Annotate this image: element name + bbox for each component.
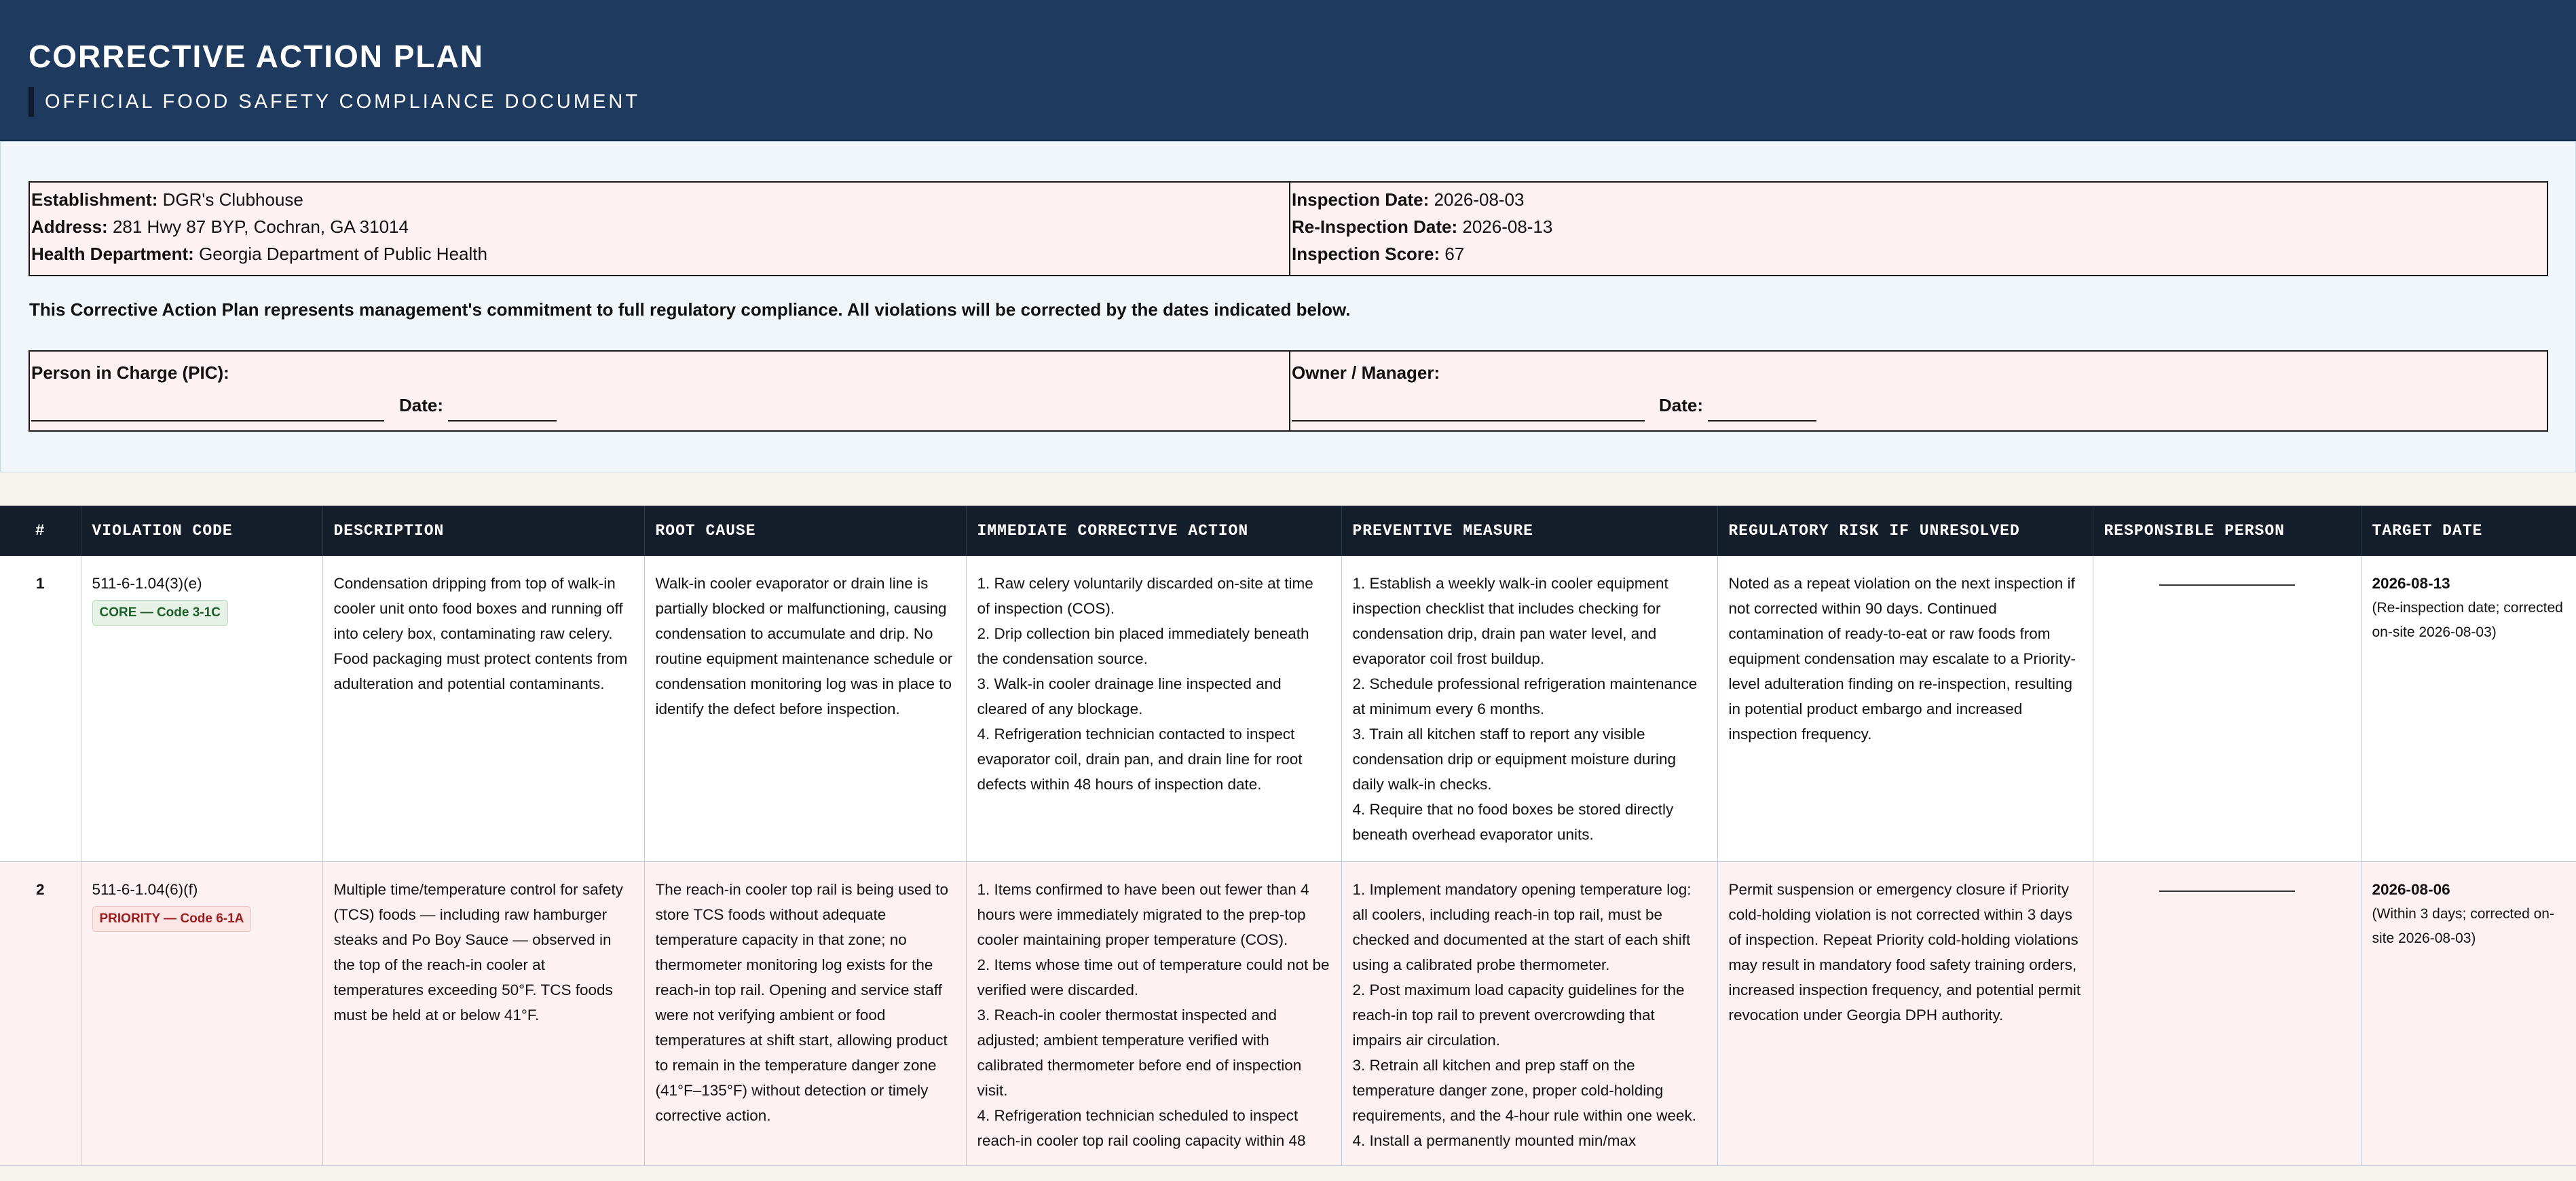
establishment-info-box bbox=[29, 181, 2548, 276]
description-cell: Condensation dripping from top of walk-in cooler unit onto food boxes and running off into celery box, contaminating raw celery. Food packaging must protect contents from adulteration and potential contaminants. bbox=[322, 556, 644, 862]
establishment-line bbox=[31, 189, 303, 210]
target-date: 2026-08-13 bbox=[2372, 575, 2450, 592]
document-header bbox=[0, 0, 2576, 141]
root-cause-cell: Walk-in cooler evaporator or drain line is partially blocked or malfunctioning, causing condensation to accumulate and drip. No routine equipment maintenance schedule or condensation monitoring log was in place to identify the defect before inspection. bbox=[644, 556, 966, 862]
responsible-person-cell bbox=[2093, 862, 2361, 1166]
owner-date-line[interactable] bbox=[1708, 420, 1816, 421]
immediate-action-item: 1. Raw celery voluntarily discarded on-site at time of inspection (COS). bbox=[977, 575, 1313, 617]
preventive-measure-item: 2. Post maximum load capacity guidelines for the reach-in top rail to prevent overcrowding that impairs air circulation. bbox=[1352, 981, 1685, 1049]
signature-box bbox=[29, 350, 2548, 432]
preventive-measure-cell bbox=[1341, 862, 1717, 1166]
reinspection-date-value: 2026-08-13 bbox=[1462, 217, 1553, 237]
box-divider bbox=[1289, 183, 1290, 275]
preventive-measure-item: 3. Train all kitchen staff to report any visible condensation drip or equipment moisture during daily walk-in checks. bbox=[1352, 726, 1677, 793]
inspection-score-line bbox=[1292, 244, 1464, 265]
target-date-cell bbox=[2361, 862, 2576, 1166]
responsible-signature-line[interactable] bbox=[2159, 891, 2295, 892]
pic-date-line[interactable] bbox=[448, 420, 557, 421]
regulatory-risk-cell: Noted as a repeat violation on the next inspection if not corrected within 90 days. Continued contamination of ready-to-eat or raw foods from equipment condensation may escalate to a Priority-level adulteration finding on re-inspection, resulting in potential product embargo and increased inspection frequency. bbox=[1717, 556, 2093, 862]
establishment-info-panel bbox=[0, 141, 2576, 472]
owner-manager-label: Owner / Manager: bbox=[1292, 362, 1440, 383]
owner-signature-line[interactable] bbox=[1292, 420, 1645, 421]
target-date-note: (Within 3 days; corrected on-site 2026-08-03) bbox=[2372, 906, 2554, 946]
description-cell: Multiple time/temperature control for safety (TCS) foods — including raw hamburger steaks and Po Boy Sauce — observed in the top of the reach-in cooler at temperatures exceeding 50°F. TCS foods must be held at or below 41°F. bbox=[322, 862, 644, 1166]
header-preventive-measure: PREVENTIVE MEASURE bbox=[1341, 506, 1717, 556]
preventive-measure-item: 1. Implement mandatory opening temperature log: all coolers, including reach-in top rail, must be checked and documented at the start of each shift using a calibrated probe thermometer. bbox=[1352, 881, 1692, 973]
target-date-note: (Re-inspection date; corrected on-site 2026-08-03) bbox=[2372, 600, 2563, 640]
target-date-cell bbox=[2361, 556, 2576, 862]
responsible-signature-line[interactable] bbox=[2159, 584, 2295, 586]
reinspection-date-line bbox=[1292, 217, 1552, 238]
inspection-date-value: 2026-08-03 bbox=[1434, 189, 1525, 210]
header-immediate-action: IMMEDIATE CORRECTIVE ACTION bbox=[966, 506, 1341, 556]
compliance-statement: This Corrective Action Plan represents management's commitment to full regulatory compliance. All violations will be corrected by the dates indicated below. bbox=[29, 299, 1351, 320]
subtitle-accent-bar bbox=[29, 87, 34, 117]
immediate-action-item: 4. Refrigeration technician contacted to inspect evaporator coil, drain pan, and drain line for root defects within 48 hours of inspection date. bbox=[977, 726, 1303, 793]
violations-table bbox=[0, 506, 2576, 1166]
header-responsible-person: RESPONSIBLE PERSON bbox=[2093, 506, 2361, 556]
pic-label: Person in Charge (PIC): bbox=[31, 362, 229, 383]
table-row bbox=[0, 556, 2576, 862]
preventive-measure-item: 1. Establish a weekly walk-in cooler equipment inspection checklist that includes checking for condensation drip, drain pan water level, and evaporator coil frost buildup. bbox=[1352, 575, 1668, 667]
violation-code: 511-6-1.04(6)(f) bbox=[92, 881, 198, 898]
preventive-measure-item: 2. Schedule professional refrigeration maintenance at minimum every 6 months. bbox=[1352, 675, 1698, 717]
immediate-action-item: 4. Refrigeration technician scheduled to inspect reach-in cooler top rail cooling capacity within 48 bbox=[977, 1107, 1306, 1149]
preventive-measure-item: 4. Require that no food boxes be stored directly beneath overhead evaporator units. bbox=[1352, 801, 1674, 843]
responsible-person-cell bbox=[2093, 556, 2361, 862]
immediate-action-item: 1. Items confirmed to have been out fewer than 4 hours were immediately migrated to the prep-top cooler maintaining proper temperature (COS). bbox=[977, 881, 1309, 948]
establishment-name: DGR's Clubhouse bbox=[162, 189, 303, 210]
violation-code: 511-6-1.04(3)(e) bbox=[92, 575, 202, 592]
health-department-value: Georgia Department of Public Health bbox=[199, 244, 487, 264]
regulatory-risk-cell: Permit suspension or emergency closure if Priority cold-holding violation is not corrected within 3 days of inspection. Repeat Priority cold-holding violations may result in mandatory food safety training orders, increased inspection frequency, and potential permit revocation under Georgia DPH authority. bbox=[1717, 862, 2093, 1166]
header-target-date: TARGET DATE bbox=[2361, 506, 2576, 556]
reinspection-date-label: Re-Inspection Date: bbox=[1292, 217, 1458, 237]
row-number: 2 bbox=[0, 862, 81, 1166]
preventive-measure-cell bbox=[1341, 556, 1717, 862]
header-violation-code: VIOLATION CODE bbox=[81, 506, 322, 556]
inspection-score-value: 67 bbox=[1444, 244, 1465, 264]
signature-box-divider bbox=[1289, 352, 1290, 430]
immediate-action-item: 3. Reach-in cooler thermostat inspected and adjusted; ambient temperature verified with calibrated thermometer before end of inspection visit. bbox=[977, 1007, 1302, 1099]
header-description: DESCRIPTION bbox=[322, 506, 644, 556]
health-department-label: Health Department: bbox=[31, 244, 194, 264]
severity-badge: CORE — Code 3-1C bbox=[92, 600, 228, 626]
root-cause-cell: The reach-in cooler top rail is being used to store TCS foods without adequate temperature capacity in that zone; no thermometer monitoring log exists for the reach-in top rail. Opening and service staff were not verifying ambient or food temperatures at shift start, allowing product to remain in the temperature danger zone (41°F–135°F) without detection or timely corrective action. bbox=[644, 862, 966, 1166]
address-label: Address: bbox=[31, 217, 108, 237]
immediate-action-item: 2. Items whose time out of temperature could not be verified were discarded. bbox=[977, 956, 1330, 998]
pic-date-label: Date: bbox=[399, 395, 444, 415]
severity-badge: PRIORITY — Code 6-1A bbox=[92, 906, 252, 932]
address-line bbox=[31, 217, 409, 238]
inspection-date-label: Inspection Date: bbox=[1292, 189, 1430, 210]
document-title: CORRECTIVE ACTION PLAN bbox=[29, 39, 484, 74]
owner-date-label: Date: bbox=[1659, 395, 1704, 415]
inspection-score-label: Inspection Score: bbox=[1292, 244, 1440, 264]
inspection-date-line bbox=[1292, 189, 1524, 210]
preventive-measure-item: 4. Install a permanently mounted min/max bbox=[1352, 1132, 1637, 1149]
immediate-action-item: 2. Drip collection bin placed immediately beneath the condensation source. bbox=[977, 625, 1309, 667]
preventive-measure-item: 3. Retrain all kitchen and prep staff on the temperature danger zone, proper cold-holding requirements, and the 4-hour rule within one week. bbox=[1352, 1057, 1697, 1124]
row-number: 1 bbox=[0, 556, 81, 862]
establishment-label: Establishment: bbox=[31, 189, 158, 210]
violation-code-cell bbox=[81, 862, 322, 1166]
violation-code-cell bbox=[81, 556, 322, 862]
violations-table-wrapper bbox=[0, 506, 2576, 1181]
table-header-row bbox=[0, 506, 2576, 556]
health-department-line bbox=[31, 244, 487, 265]
immediate-action-cell bbox=[966, 862, 1341, 1166]
header-root-cause: ROOT CAUSE bbox=[644, 506, 966, 556]
pic-signature-line[interactable] bbox=[31, 420, 384, 421]
table-row bbox=[0, 862, 2576, 1166]
address-value: 281 Hwy 87 BYP, Cochran, GA 31014 bbox=[112, 217, 409, 237]
document-subtitle: OFFICIAL FOOD SAFETY COMPLIANCE DOCUMENT bbox=[45, 91, 641, 113]
immediate-action-cell bbox=[966, 556, 1341, 862]
immediate-action-item: 3. Walk-in cooler drainage line inspected and cleared of any blockage. bbox=[977, 675, 1282, 717]
header-regulatory-risk: REGULATORY RISK IF UNRESOLVED bbox=[1717, 506, 2093, 556]
target-date: 2026-08-06 bbox=[2372, 881, 2450, 898]
header-number: # bbox=[0, 506, 81, 556]
